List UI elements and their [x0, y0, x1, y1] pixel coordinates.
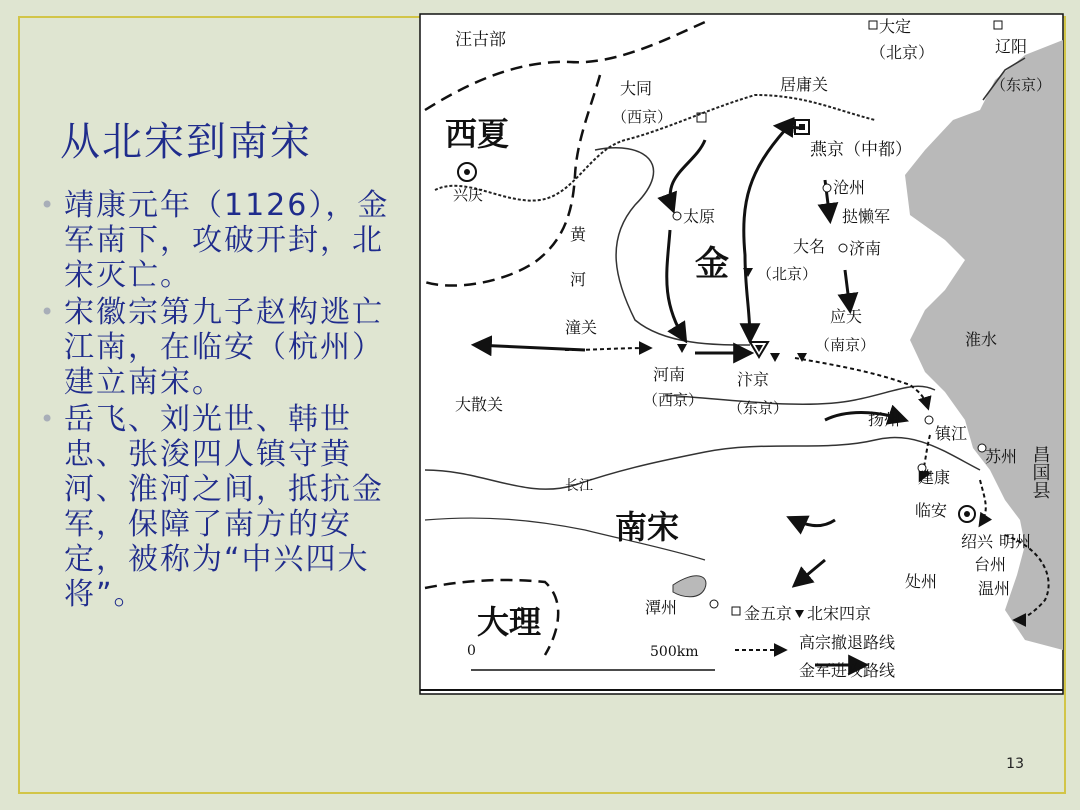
label-daiding-alias: （北京） — [870, 43, 935, 62]
label-jinan: 济南 — [849, 239, 882, 258]
label-daiding: 大定 — [879, 17, 912, 36]
label-tongguan: 潼关 — [565, 318, 598, 337]
label-wenzhou: 温州 — [978, 579, 1011, 598]
legend-retreat: 高宗撤退路线 — [799, 633, 896, 652]
label-huaishui: 淮水 — [965, 330, 998, 349]
label-huanghe-2: 河 — [570, 270, 587, 289]
label-nansong: 南宋 — [615, 508, 680, 546]
label-zhenjiang: 镇江 — [935, 424, 968, 443]
label-huanghe-1: 黄 — [570, 225, 587, 244]
label-datong: 大同 — [620, 79, 653, 98]
label-shaoxing: 绍兴 — [961, 532, 994, 551]
label-liaoyang: 辽阳 — [995, 37, 1028, 56]
label-taiyuan: 太原 — [683, 207, 716, 226]
label-tanzhou: 潭州 — [645, 598, 678, 617]
label-daming: 大名 — [793, 237, 826, 256]
label-changjiang: 长江 — [565, 478, 593, 494]
label-linan: 临安 — [915, 501, 948, 520]
slide-top-rule — [18, 16, 404, 18]
label-mingzhou: 明州 — [999, 532, 1032, 551]
label-yangzhou: 扬州 — [868, 410, 901, 429]
legend-attack: 金军进攻路线 — [799, 661, 896, 680]
label-jiankang: 建康 — [918, 468, 951, 487]
label-taizhou: 台州 — [974, 555, 1007, 574]
bullet-item: • 宋徽宗第九子赵构逃亡江南，在临安（杭州）建立南宋。 — [40, 295, 395, 400]
bullet-item: • 岳飞、刘光世、韩世忠、张浚四人镇守黄河、淮河之间，抵抗金军，保障了南方的安定，被称为“中兴四大将”。 — [40, 402, 395, 612]
label-tanlanjun: 挞懒军 — [842, 207, 891, 226]
label-chuzhou: 处州 — [905, 572, 938, 591]
label-cangzhou: 沧州 — [833, 178, 866, 197]
label-henan: 河南 — [653, 365, 686, 384]
label-suzhou: 苏州 — [985, 447, 1018, 466]
label-xingqing: 兴庆 — [453, 186, 484, 204]
legend-song-capitals: 北宋四京 — [807, 604, 872, 623]
page-number: 13 — [1006, 756, 1024, 772]
scale-zero: 0 — [467, 643, 476, 659]
label-liaoyang-alias: （东京） — [991, 76, 1052, 94]
bullet-list — [40, 188, 395, 614]
label-datong-alias: （西京） — [612, 108, 673, 126]
label-dali: 大理 — [477, 603, 542, 641]
label-daming-alias: （北京） — [757, 265, 818, 283]
scale-distance: 500km — [650, 644, 699, 660]
label-juyongguan: 居庸关 — [780, 75, 829, 94]
label-xixia: 西夏 — [445, 115, 510, 153]
legend-jin-capitals: 金五京 — [744, 604, 793, 623]
label-jin: 金 — [695, 244, 729, 284]
label-changguo: 昌国县 — [1029, 445, 1051, 499]
label-yanjing: 燕京（中都） — [810, 140, 912, 160]
label-yingtian-alias: （南京） — [815, 336, 876, 354]
history-map — [405, 0, 1065, 703]
label-bianjing: 汴京 — [737, 370, 770, 389]
label-bianjing-alias: （东京） — [728, 399, 789, 417]
label-wanggubu: 汪古部 — [455, 30, 506, 50]
label-yingtian: 应天 — [830, 307, 863, 326]
slide-title: 从北宋到南宋 — [60, 119, 312, 165]
label-henan-alias: （西京） — [643, 391, 704, 409]
bullet-item: • 靖康元年（1126），金军南下，攻破开封，北宋灭亡。 — [40, 188, 395, 293]
label-dasanguan: 大散关 — [455, 395, 504, 414]
